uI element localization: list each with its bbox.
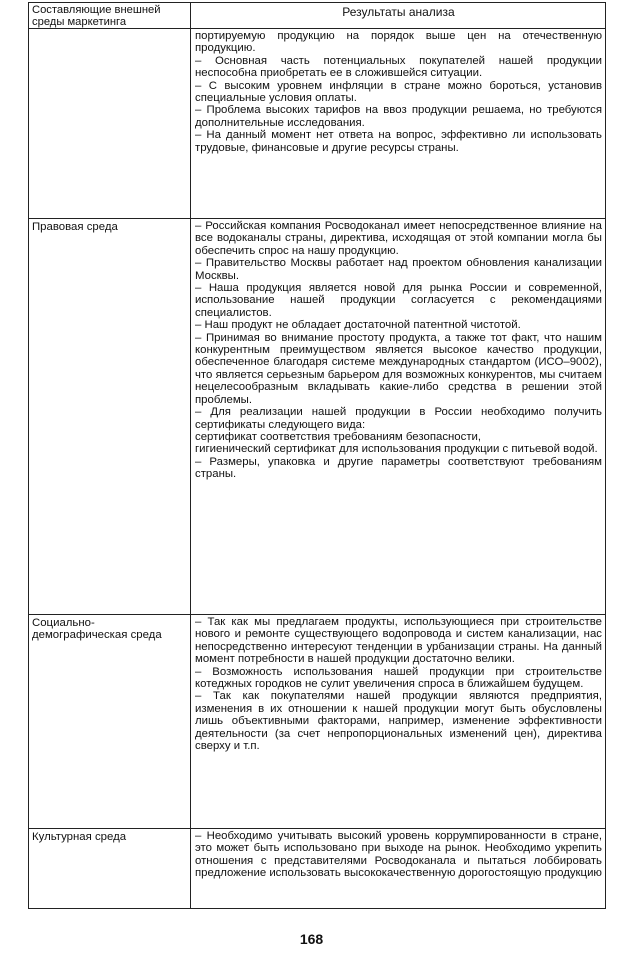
row-results bbox=[191, 29, 605, 218]
result-paragraph: гигиенический сертификат для использования продукции с питьевой водой. bbox=[195, 443, 598, 456]
table-row bbox=[29, 218, 605, 614]
result-paragraph: – Размеры, упаковка и другие параметры соответствуют требованиям страны. bbox=[195, 455, 602, 481]
table-row bbox=[29, 28, 605, 218]
row-results bbox=[191, 615, 605, 828]
page-number: 168 bbox=[299, 931, 324, 947]
row-results bbox=[191, 219, 605, 614]
header-results-column: Результаты анализа bbox=[342, 5, 455, 19]
table-row bbox=[29, 828, 605, 908]
result-paragraph: – С высоким уровнем инфляции в стране можно бороться, установив специальные условия оплаты. bbox=[195, 79, 602, 105]
row-label: Социально-демографическая среда bbox=[29, 615, 191, 828]
result-paragraph: – На данный момент нет ответа на вопрос, эффективно ли использовать трудовые, финансовые и другие ресурсы страны. bbox=[195, 129, 602, 154]
table-header-row bbox=[29, 3, 605, 28]
row-label: Культурная среда bbox=[29, 829, 191, 908]
result-paragraph: – Для реализации нашей продукции в России необходимо получить сертификаты следующего вида: bbox=[195, 406, 602, 431]
result-paragraph: – Правительство Москвы работает над проектом обновления канализации Москвы. bbox=[195, 257, 602, 282]
result-paragraph: – Наша продукция является новой для рынка России и современной, использование нашей продукции согласуется с рекомендациями специалистов. bbox=[195, 282, 602, 319]
result-paragraph: сертификат соответствия требованиям безопасности, bbox=[195, 430, 482, 443]
result-paragraph: портируемую продукцию на порядок выше цен на отечественную продукцию. bbox=[195, 30, 602, 55]
row-results bbox=[191, 829, 605, 908]
row-label bbox=[29, 29, 191, 218]
analysis-table bbox=[28, 2, 606, 909]
result-paragraph: – Так как мы предлагаем продукты, использующиеся при строительстве нового и ремонте существующего водопровода и систем канализации, нас непосредственно интересуют тенденции в урбанизации страны. На данный момент потребности в нашей продукции достаточно велики. bbox=[195, 616, 602, 666]
result-paragraph: – Так как покупателями нашей продукции являются предприятия, изменения в их отношении к нашей продукции могут быть обусловлены лишь объективными факторами, например, изменение эффективности деятельности (за счет непропорциональных изменений цен), директива сверху и т.п. bbox=[195, 690, 602, 753]
result-paragraph: – Основная часть потенциальных покупателей нашей продукции неспособна приобретать ее в сложившейся ситуации. bbox=[195, 54, 602, 80]
row-label: Правовая среда bbox=[29, 219, 191, 614]
result-paragraph: – Возможность использования нашей продукции при строительстве котеджных городков не сулит увеличения спроса в ближайшем будущем. bbox=[195, 665, 602, 691]
header-factor-column: Составляющие внешней среды маркетинга bbox=[29, 3, 191, 28]
result-paragraph: – Наш продукт не обладает достаточной патентной чистотой. bbox=[195, 319, 521, 332]
result-paragraph: – Необходимо учитывать высокий уровень коррумпированности в стране, это может быть использовано при выходе на рынок. Необходимо укрепить отношения с представителями Росводоканала и пытаться лоббировать предложение использовать высококачественную дорогостоящую продукцию bbox=[195, 830, 602, 880]
table-row bbox=[29, 614, 605, 828]
result-paragraph: – Принимая во внимание простоту продукта, а также тот факт, что нашим конкурентным преимуществом является высокое качество продукции, обеспеченное благодаря системе международных стандартом (ИСО–9002), что является серьезным барьером для возможных конкурентов, мы считаем нецелесообразным вкладывать какие-либо средства в решении этой проблемы. bbox=[195, 331, 602, 406]
result-paragraph: – Российская компания Росводоканал имеет непосредственное влияние на все водоканалы страны, директива, исходящая от этой компании могла бы обеспечить спрос на нашу продукцию. bbox=[195, 220, 602, 257]
result-paragraph: – Проблема высоких тарифов на ввоз продукции решаема, но требуются дополнительные исследования. bbox=[195, 104, 602, 129]
